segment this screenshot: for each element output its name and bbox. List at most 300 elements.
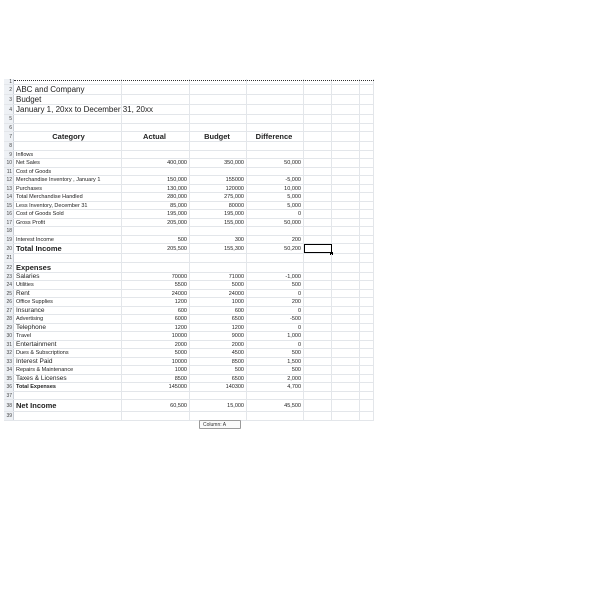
cell-g25[interactable] — [360, 290, 374, 298]
cell-d35[interactable]: 2,000 — [247, 375, 304, 383]
sheet-row-36[interactable] — [4, 383, 374, 392]
cell-c24[interactable]: 5000 — [190, 281, 247, 289]
cell-c37[interactable] — [190, 392, 247, 400]
row-number[interactable]: 16 — [4, 210, 14, 218]
cell-a27[interactable]: Insurance — [14, 307, 122, 315]
row-number[interactable]: 23 — [4, 273, 14, 281]
cell-a20[interactable]: Total Income — [14, 244, 122, 253]
sheet-row-23[interactable] — [4, 273, 374, 282]
cell-g19[interactable] — [360, 236, 374, 244]
cell-c8[interactable] — [190, 142, 247, 150]
cell-e16[interactable] — [304, 210, 332, 218]
cell-e30[interactable] — [304, 332, 332, 340]
row-number[interactable]: 5 — [4, 115, 14, 123]
cell-b32[interactable]: 5000 — [122, 349, 190, 357]
cell-b19[interactable]: 500 — [122, 236, 190, 244]
cell-e23[interactable] — [304, 273, 332, 281]
cell-g39[interactable] — [360, 412, 374, 420]
cell-g20[interactable] — [360, 244, 374, 253]
cell-d31[interactable]: 0 — [247, 341, 304, 349]
cell-b28[interactable]: 6000 — [122, 315, 190, 323]
cell-a24[interactable]: Utilities — [14, 281, 122, 289]
row-number[interactable]: 22 — [4, 263, 14, 272]
cell-b13[interactable]: 130,000 — [122, 185, 190, 193]
sheet-row-15[interactable] — [4, 202, 374, 211]
row-number[interactable]: 2 — [4, 85, 14, 94]
cell-d16[interactable]: 0 — [247, 210, 304, 218]
cell-g30[interactable] — [360, 332, 374, 340]
cell-a19[interactable]: Interest Income — [14, 236, 122, 244]
sheet-row-24[interactable] — [4, 281, 374, 290]
cell-f37[interactable] — [332, 392, 360, 400]
cell-a11[interactable]: Cost of Goods — [14, 168, 122, 176]
cell-c35[interactable]: 6500 — [190, 375, 247, 383]
cell-b3[interactable] — [122, 95, 190, 104]
cell-e39[interactable] — [304, 412, 332, 420]
cell-a34[interactable]: Repairs & Maintenance — [14, 366, 122, 374]
cell-b38[interactable]: 60,500 — [122, 400, 190, 411]
cell-f14[interactable] — [332, 193, 360, 201]
cell-e2[interactable] — [304, 85, 332, 94]
cell-c38[interactable]: 15,000 — [190, 400, 247, 411]
cell-g11[interactable] — [360, 168, 374, 176]
cell-b23[interactable]: 70000 — [122, 273, 190, 281]
cell-b18[interactable] — [122, 227, 190, 235]
cell-g3[interactable] — [360, 95, 374, 104]
cell-e35[interactable] — [304, 375, 332, 383]
cell-e6[interactable] — [304, 124, 332, 132]
cell-c33[interactable]: 8500 — [190, 358, 247, 366]
cell-c36[interactable]: 140300 — [190, 383, 247, 391]
cell-d18[interactable] — [247, 227, 304, 235]
cell-e25[interactable] — [304, 290, 332, 298]
cell-e32[interactable] — [304, 349, 332, 357]
cell-f29[interactable] — [332, 324, 360, 332]
sheet-row-11[interactable] — [4, 168, 374, 177]
cell-f16[interactable] — [332, 210, 360, 218]
cell-c34[interactable]: 500 — [190, 366, 247, 374]
cell-c13[interactable]: 120000 — [190, 185, 247, 193]
cell-e3[interactable] — [304, 95, 332, 104]
cell-b26[interactable]: 1200 — [122, 298, 190, 306]
row-number[interactable]: 30 — [4, 332, 14, 340]
row-number[interactable]: 25 — [4, 290, 14, 298]
cell-a35[interactable]: Taxes & Licenses — [14, 375, 122, 383]
cell-b7[interactable]: Actual — [122, 132, 190, 141]
row-number[interactable]: 39 — [4, 412, 14, 420]
cell-c17[interactable]: 155,000 — [190, 219, 247, 227]
cell-a18[interactable] — [14, 227, 122, 235]
cell-c23[interactable]: 71000 — [190, 273, 247, 281]
cell-a4[interactable]: January 1, 20xx to December 31, 20xx — [16, 105, 153, 114]
cell-e37[interactable] — [304, 392, 332, 400]
cell-a14[interactable]: Total Merchandise Handled — [14, 193, 122, 201]
cell-d15[interactable]: 5,000 — [247, 202, 304, 210]
cell-b14[interactable]: 280,000 — [122, 193, 190, 201]
cell-f5[interactable] — [332, 115, 360, 123]
cell-f9[interactable] — [332, 151, 360, 159]
cell-f27[interactable] — [332, 307, 360, 315]
cell-a5[interactable] — [14, 115, 122, 123]
cell-e38[interactable] — [304, 400, 332, 411]
cell-d24[interactable]: 500 — [247, 281, 304, 289]
cell-c20[interactable]: 155,300 — [190, 244, 247, 253]
cell-g22[interactable] — [360, 263, 374, 272]
cell-b6[interactable] — [122, 124, 190, 132]
cell-d12[interactable]: -5,000 — [247, 176, 304, 184]
cell-a30[interactable]: Travel — [14, 332, 122, 340]
cell-a6[interactable] — [14, 124, 122, 132]
row-number[interactable]: 10 — [4, 159, 14, 167]
cell-b20[interactable]: 205,500 — [122, 244, 190, 253]
cell-c32[interactable]: 4500 — [190, 349, 247, 357]
cell-b21[interactable] — [122, 254, 190, 262]
cell-a25[interactable]: Rent — [14, 290, 122, 298]
row-number[interactable]: 12 — [4, 176, 14, 184]
cell-b16[interactable]: 195,000 — [122, 210, 190, 218]
sheet-row-3[interactable] — [4, 95, 374, 105]
cell-c21[interactable] — [190, 254, 247, 262]
row-number[interactable]: 3 — [4, 95, 14, 104]
sheet-row-20[interactable] — [4, 244, 374, 254]
cell-c10[interactable]: 350,000 — [190, 159, 247, 167]
cell-d10[interactable]: 50,000 — [247, 159, 304, 167]
cell-f30[interactable] — [332, 332, 360, 340]
cell-g10[interactable] — [360, 159, 374, 167]
row-number[interactable]: 8 — [4, 142, 14, 150]
sheet-row-27[interactable] — [4, 307, 374, 316]
cell-e14[interactable] — [304, 193, 332, 201]
cell-g34[interactable] — [360, 366, 374, 374]
cell-d25[interactable]: 0 — [247, 290, 304, 298]
cell-e28[interactable] — [304, 315, 332, 323]
cell-g17[interactable] — [360, 219, 374, 227]
cell-b36[interactable]: 145000 — [122, 383, 190, 391]
cell-c9[interactable] — [190, 151, 247, 159]
cell-d20[interactable]: 50,200 — [247, 244, 304, 253]
cell-g33[interactable] — [360, 358, 374, 366]
cell-f38[interactable] — [332, 400, 360, 411]
sheet-row-16[interactable] — [4, 210, 374, 219]
cell-d2[interactable] — [247, 85, 304, 94]
cell-e7[interactable] — [304, 132, 332, 141]
sheet-row-13[interactable] — [4, 185, 374, 194]
cell-b15[interactable]: 85,000 — [122, 202, 190, 210]
cell-g36[interactable] — [360, 383, 374, 391]
cell-b12[interactable]: 150,000 — [122, 176, 190, 184]
cell-c30[interactable]: 9000 — [190, 332, 247, 340]
cell-b34[interactable]: 1000 — [122, 366, 190, 374]
sheet-row-22[interactable] — [4, 263, 374, 273]
sheet-row-18[interactable] — [4, 227, 374, 236]
sheet-row-7[interactable] — [4, 132, 374, 142]
row-number[interactable]: 27 — [4, 307, 14, 315]
cell-d6[interactable] — [247, 124, 304, 132]
sheet-row-19[interactable] — [4, 236, 374, 245]
cell-a15[interactable]: Less Inventory, December 31 — [14, 202, 122, 210]
sheet-row-30[interactable] — [4, 332, 374, 341]
sheet-row-32[interactable] — [4, 349, 374, 358]
cell-e29[interactable] — [304, 324, 332, 332]
row-number[interactable]: 1 — [4, 79, 14, 84]
cell-e34[interactable] — [304, 366, 332, 374]
cell-g38[interactable] — [360, 400, 374, 411]
cell-f34[interactable] — [332, 366, 360, 374]
cell-b17[interactable]: 205,000 — [122, 219, 190, 227]
cell-f2[interactable] — [332, 85, 360, 94]
cell-f21[interactable] — [332, 254, 360, 262]
cell-d22[interactable] — [247, 263, 304, 272]
cell-a23[interactable]: Salaries — [14, 273, 122, 281]
cell-e4[interactable] — [304, 105, 332, 114]
cell-f18[interactable] — [332, 227, 360, 235]
cell-d3[interactable] — [247, 95, 304, 104]
cell-a36[interactable]: Total Expenses — [14, 383, 122, 391]
cell-c29[interactable]: 1200 — [190, 324, 247, 332]
row-number[interactable]: 35 — [4, 375, 14, 383]
cell-d30[interactable]: 1,000 — [247, 332, 304, 340]
cell-a2[interactable]: ABC and Company — [14, 85, 122, 94]
cell-f11[interactable] — [332, 168, 360, 176]
cell-g21[interactable] — [360, 254, 374, 262]
sheet-row-8[interactable] — [4, 142, 374, 151]
cell-d8[interactable] — [247, 142, 304, 150]
cell-b29[interactable]: 1200 — [122, 324, 190, 332]
cell-e9[interactable] — [304, 151, 332, 159]
cell-a22[interactable]: Expenses — [14, 263, 122, 272]
sheet-row-31[interactable] — [4, 341, 374, 350]
cell-d19[interactable]: 200 — [247, 236, 304, 244]
sheet-row-29[interactable] — [4, 324, 374, 333]
sheet-row-17[interactable] — [4, 219, 374, 228]
sheet-row-12[interactable] — [4, 176, 374, 185]
sheet-row-26[interactable] — [4, 298, 374, 307]
cell-b35[interactable]: 8500 — [122, 375, 190, 383]
cell-g4[interactable] — [360, 105, 374, 114]
sheet-row-28[interactable] — [4, 315, 374, 324]
cell-a17[interactable]: Gross Profit — [14, 219, 122, 227]
cell-g13[interactable] — [360, 185, 374, 193]
cell-d32[interactable]: 500 — [247, 349, 304, 357]
cell-c7[interactable]: Budget — [190, 132, 247, 141]
cell-f7[interactable] — [332, 132, 360, 141]
cell-e12[interactable] — [304, 176, 332, 184]
cell-a38[interactable]: Net Income — [14, 400, 122, 411]
cell-a13[interactable]: Purchases — [14, 185, 122, 193]
cell-g31[interactable] — [360, 341, 374, 349]
row-number[interactable]: 33 — [4, 358, 14, 366]
row-number[interactable]: 17 — [4, 219, 14, 227]
cell-d9[interactable] — [247, 151, 304, 159]
cell-g24[interactable] — [360, 281, 374, 289]
cell-f3[interactable] — [332, 95, 360, 104]
cell-c4[interactable] — [190, 105, 247, 114]
cell-e24[interactable] — [304, 281, 332, 289]
cell-d37[interactable] — [247, 392, 304, 400]
cell-c5[interactable] — [190, 115, 247, 123]
row-number[interactable]: 28 — [4, 315, 14, 323]
cell-e22[interactable] — [304, 263, 332, 272]
cell-g6[interactable] — [360, 124, 374, 132]
sheet-row-4[interactable] — [4, 105, 374, 115]
cell-c18[interactable] — [190, 227, 247, 235]
cell-d26[interactable]: 200 — [247, 298, 304, 306]
row-number[interactable]: 31 — [4, 341, 14, 349]
row-number[interactable]: 37 — [4, 392, 14, 400]
cell-f31[interactable] — [332, 341, 360, 349]
sheet-row-6[interactable] — [4, 124, 374, 133]
cell-a10[interactable]: Net Sales — [14, 159, 122, 167]
cell-c31[interactable]: 2000 — [190, 341, 247, 349]
cell-d28[interactable]: -500 — [247, 315, 304, 323]
cell-d17[interactable]: 50,000 — [247, 219, 304, 227]
sheet-row-38[interactable] — [4, 400, 374, 412]
cell-d7[interactable]: Difference — [247, 132, 304, 141]
row-number[interactable]: 9 — [4, 151, 14, 159]
cell-b9[interactable] — [122, 151, 190, 159]
cell-c3[interactable] — [190, 95, 247, 104]
row-number[interactable]: 11 — [4, 168, 14, 176]
sheet-row-39[interactable] — [4, 412, 374, 421]
cell-a29[interactable]: Telephone — [14, 324, 122, 332]
spreadsheet-grid[interactable] — [4, 79, 374, 421]
row-number[interactable]: 6 — [4, 124, 14, 132]
cell-b25[interactable]: 24000 — [122, 290, 190, 298]
cell-d4[interactable] — [247, 105, 304, 114]
cell-d33[interactable]: 1,500 — [247, 358, 304, 366]
cell-d14[interactable]: 5,000 — [247, 193, 304, 201]
cell-f19[interactable] — [332, 236, 360, 244]
cell-g5[interactable] — [360, 115, 374, 123]
cell-b24[interactable]: 5500 — [122, 281, 190, 289]
cell-b27[interactable]: 600 — [122, 307, 190, 315]
cell-b11[interactable] — [122, 168, 190, 176]
cell-d11[interactable] — [247, 168, 304, 176]
cell-g37[interactable] — [360, 392, 374, 400]
cell-f8[interactable] — [332, 142, 360, 150]
cell-d34[interactable]: 500 — [247, 366, 304, 374]
cell-e5[interactable] — [304, 115, 332, 123]
cell-g12[interactable] — [360, 176, 374, 184]
cell-f35[interactable] — [332, 375, 360, 383]
cell-c22[interactable] — [190, 263, 247, 272]
row-number[interactable]: 19 — [4, 236, 14, 244]
row-number[interactable]: 26 — [4, 298, 14, 306]
sheet-row-33[interactable] — [4, 358, 374, 367]
cell-f17[interactable] — [332, 219, 360, 227]
sheet-row-14[interactable] — [4, 193, 374, 202]
cell-a28[interactable]: Advertising — [14, 315, 122, 323]
cell-d13[interactable]: 10,000 — [247, 185, 304, 193]
cell-f10[interactable] — [332, 159, 360, 167]
cell-a8[interactable] — [14, 142, 122, 150]
cell-e15[interactable] — [304, 202, 332, 210]
cell-g16[interactable] — [360, 210, 374, 218]
cell-c19[interactable]: 300 — [190, 236, 247, 244]
sheet-row-37[interactable] — [4, 392, 374, 401]
cell-a33[interactable]: Interest Paid — [14, 358, 122, 366]
cell-b37[interactable] — [122, 392, 190, 400]
cell-b10[interactable]: 400,000 — [122, 159, 190, 167]
cell-f24[interactable] — [332, 281, 360, 289]
cell-c16[interactable]: 195,000 — [190, 210, 247, 218]
cell-e31[interactable] — [304, 341, 332, 349]
cell-g32[interactable] — [360, 349, 374, 357]
cell-e10[interactable] — [304, 159, 332, 167]
cell-b8[interactable] — [122, 142, 190, 150]
cell-c27[interactable]: 600 — [190, 307, 247, 315]
cell-a31[interactable]: Entertainment — [14, 341, 122, 349]
sheet-row-34[interactable] — [4, 366, 374, 375]
cell-b31[interactable]: 2000 — [122, 341, 190, 349]
cell-g7[interactable] — [360, 132, 374, 141]
cell-e27[interactable] — [304, 307, 332, 315]
row-number[interactable]: 32 — [4, 349, 14, 357]
cell-d23[interactable]: -1,000 — [247, 273, 304, 281]
sheet-row-21[interactable] — [4, 254, 374, 263]
cell-c26[interactable]: 1000 — [190, 298, 247, 306]
cell-b22[interactable] — [122, 263, 190, 272]
cell-f39[interactable] — [332, 412, 360, 420]
cell-e20[interactable] — [304, 244, 332, 253]
cell-d27[interactable]: 0 — [247, 307, 304, 315]
cell-f33[interactable] — [332, 358, 360, 366]
cell-g28[interactable] — [360, 315, 374, 323]
cell-b39[interactable] — [122, 412, 190, 420]
row-number[interactable]: 29 — [4, 324, 14, 332]
cell-c25[interactable]: 24000 — [190, 290, 247, 298]
row-number[interactable]: 36 — [4, 383, 14, 391]
cell-d29[interactable]: 0 — [247, 324, 304, 332]
cell-f4[interactable] — [332, 105, 360, 114]
cell-c14[interactable]: 275,000 — [190, 193, 247, 201]
cell-a37[interactable] — [14, 392, 122, 400]
cell-e33[interactable] — [304, 358, 332, 366]
row-number[interactable]: 4 — [4, 105, 14, 114]
cell-e8[interactable] — [304, 142, 332, 150]
cell-a9[interactable]: Inflows — [14, 151, 122, 159]
cell-f15[interactable] — [332, 202, 360, 210]
cell-a21[interactable] — [14, 254, 122, 262]
cell-d36[interactable]: 4,700 — [247, 383, 304, 391]
cell-d5[interactable] — [247, 115, 304, 123]
cell-g35[interactable] — [360, 375, 374, 383]
cell-f36[interactable] — [332, 383, 360, 391]
cell-c6[interactable] — [190, 124, 247, 132]
cell-g8[interactable] — [360, 142, 374, 150]
cell-d38[interactable]: 45,500 — [247, 400, 304, 411]
cell-c2[interactable] — [190, 85, 247, 94]
cell-g23[interactable] — [360, 273, 374, 281]
cell-f6[interactable] — [332, 124, 360, 132]
cell-f25[interactable] — [332, 290, 360, 298]
row-number[interactable]: 7 — [4, 132, 14, 141]
sheet-row-35[interactable] — [4, 375, 374, 384]
cell-f13[interactable] — [332, 185, 360, 193]
row-number[interactable]: 21 — [4, 254, 14, 262]
cell-a32[interactable]: Dues & Subscriptions — [14, 349, 122, 357]
cell-e21[interactable] — [304, 254, 332, 262]
cell-g14[interactable] — [360, 193, 374, 201]
cell-c28[interactable]: 6500 — [190, 315, 247, 323]
cell-e18[interactable] — [304, 227, 332, 235]
cell-e36[interactable] — [304, 383, 332, 391]
cell-d39[interactable] — [247, 412, 304, 420]
cell-b4[interactable] — [122, 105, 190, 114]
cell-f28[interactable] — [332, 315, 360, 323]
cell-a3[interactable]: Budget — [14, 95, 122, 104]
cell-g29[interactable] — [360, 324, 374, 332]
